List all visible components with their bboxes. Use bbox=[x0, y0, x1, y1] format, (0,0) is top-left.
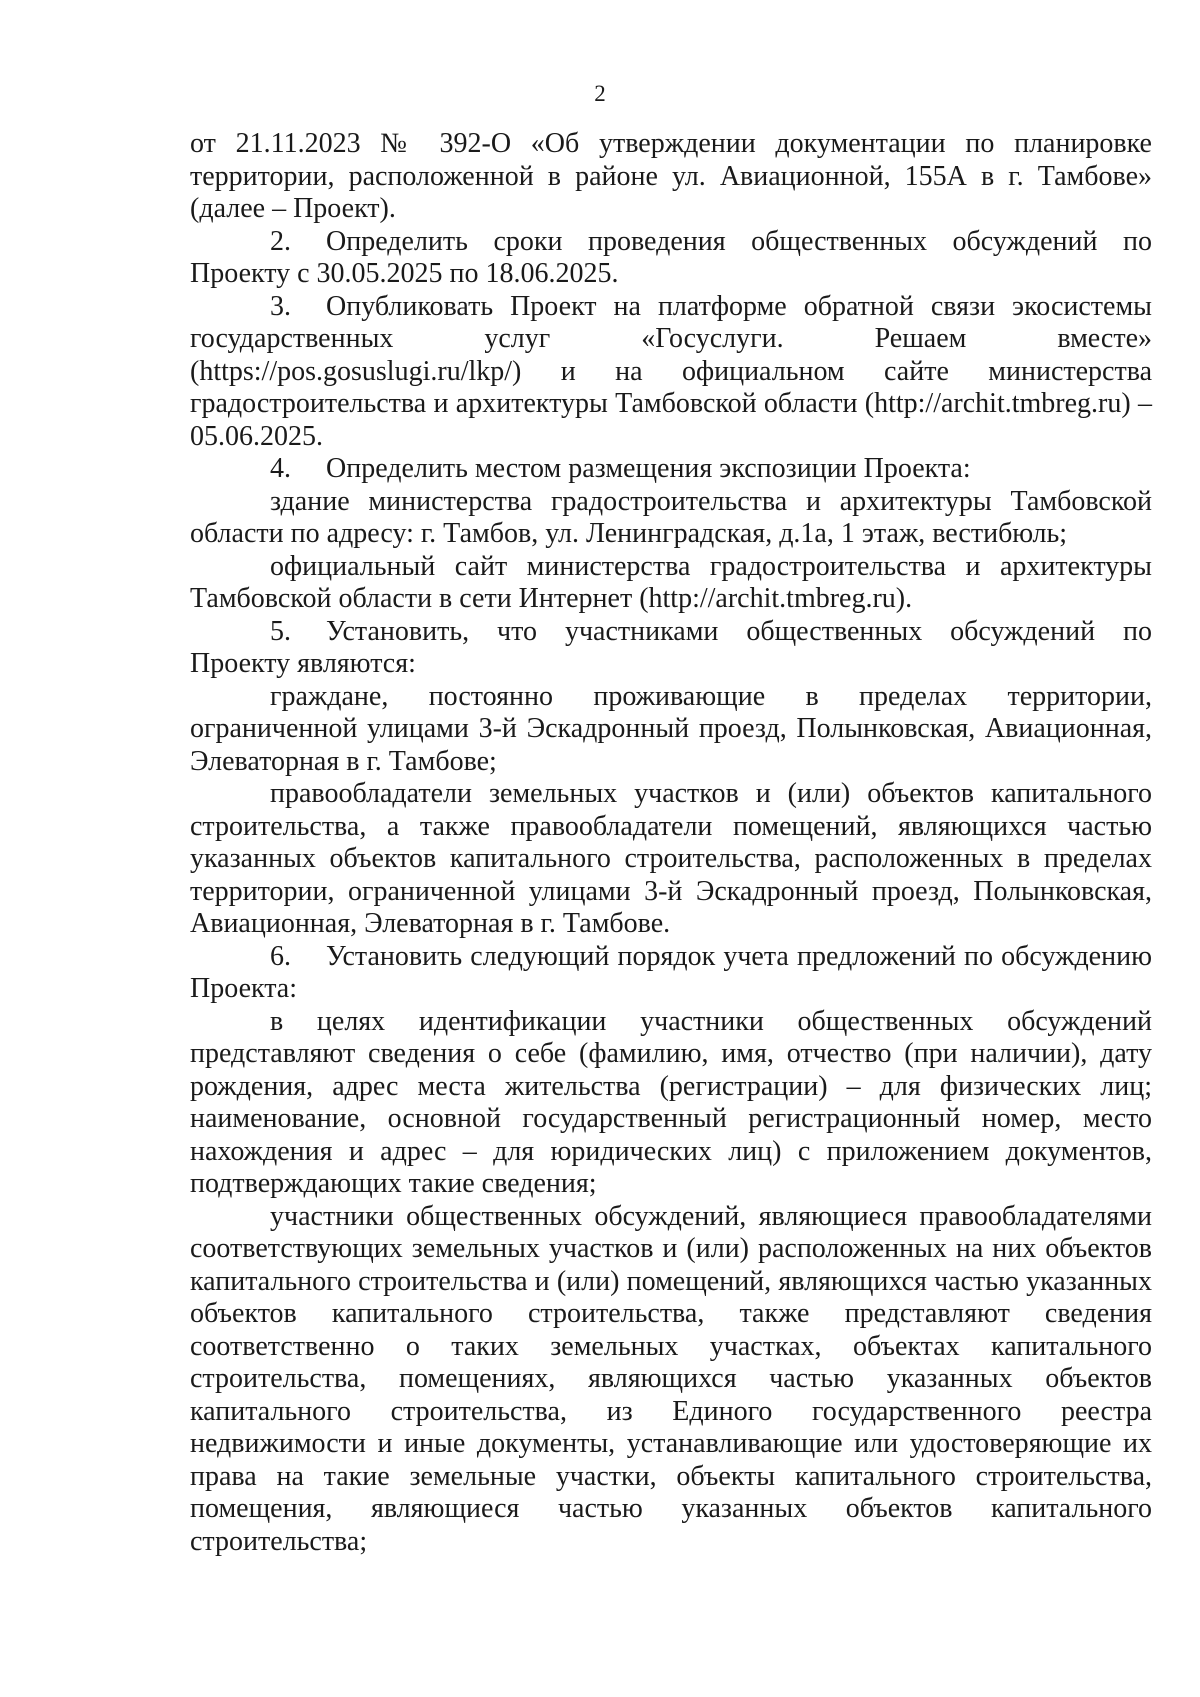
paragraph-3 bbox=[190, 291, 1152, 454]
item-number: 5. bbox=[270, 615, 291, 647]
paragraph-text: Установить, что участниками общественных обсуждений по Проекту являются: bbox=[190, 615, 1152, 679]
paragraph-12 bbox=[190, 1201, 1152, 1559]
item-number: 3. bbox=[270, 290, 291, 322]
document-body bbox=[190, 128, 1152, 1558]
paragraph-text: Определить сроки проведения общественных обсуждений по Проекту с 30.05.2025 по 18.06.2025. bbox=[190, 225, 1152, 289]
item-number: 4. bbox=[270, 453, 291, 484]
paragraph-7 bbox=[190, 616, 1152, 681]
paragraph-1 bbox=[190, 128, 1152, 226]
page-number: 2 bbox=[594, 81, 606, 106]
paragraph-text: в целях идентификации участники общественных обсуждений представляют сведения о себе (фамилию, имя, отчество (при наличии), дату рождения, адрес места жительства (регистрации) – для физических лиц; наименование, основной государственный регистрационный номер, место нахождения и адрес – для юридических лиц) с приложением документов, подтверждающих такие сведения; bbox=[190, 1005, 1152, 1199]
paragraph-2 bbox=[190, 226, 1152, 291]
paragraph-text: от 21.11.2023 № 392-О «Об утверждении документации по планировке территории, расположенной в районе ул. Авиационной, 155А в г. Тамбове» (далее – Проект). bbox=[190, 128, 1152, 224]
paragraph-text: Установить следующий порядок учета предложений по обсуждению Проекта: bbox=[190, 940, 1152, 1004]
paragraph-4 bbox=[190, 453, 1152, 486]
paragraph-5 bbox=[190, 486, 1152, 551]
paragraph-8 bbox=[190, 681, 1152, 779]
paragraph-text: официальный сайт министерства градостроительства и архитектуры Тамбовской области в сети Интернет (http://archit.tmbreg.ru). bbox=[190, 550, 1152, 614]
paragraph-text: Определить местом размещения экспозиции Проекта: bbox=[326, 453, 971, 484]
paragraph-text: здание министерства градостроительства и архитектуры Тамбовской области по адресу: г. Тамбов, ул. Ленинградская, д.1а, 1 этаж, вестибюль; bbox=[190, 485, 1152, 549]
item-number: 2. bbox=[270, 225, 291, 257]
paragraph-11 bbox=[190, 1006, 1152, 1201]
paragraph-9 bbox=[190, 778, 1152, 941]
paragraph-text: граждане, постоянно проживающие в пределах территории, ограниченной улицами 3-й Эскадронный проезд, Полынковская, Авиационная, Элеваторная в г. Тамбове; bbox=[190, 680, 1152, 777]
paragraph-text: Опубликовать Проект на платформе обратной связи экосистемы государственных услуг «Госуслуги. Решаем вместе» (https://pos.gosuslugi.ru/lkp/) и на официальном сайте министерства градостроительства и архитектуры Тамбовской области (http://archit.tmbreg.ru) – 05.06.2025. bbox=[190, 290, 1152, 452]
item-number: 6. bbox=[270, 940, 291, 972]
paragraph-text: участники общественных обсуждений, являющиеся правообладателями соответствующих земельных участков и (или) расположенных на них объектов капитального строительства и (или) помещений, являющихся частью указанных объектов капитального строительства, также представляют сведения соответственно о таких земельных участках, объектах капитального строительства, помещениях, являющихся частью указанных объектов капитального строительства, из Единого государственного реестра недвижимости и иные документы, устанавливающие или удостоверяющие их права на такие земельные участки, объекты капитального строительства, помещения, являющиеся частью указанных объектов капитального строительства; bbox=[190, 1200, 1152, 1557]
paragraph-6 bbox=[190, 551, 1152, 616]
paragraph-text: правообладатели земельных участков и (или) объектов капитального строительства, а также правообладатели помещений, являющихся частью указанных объектов капитального строительства, расположенных в пределах территории, ограниченной улицами 3-й Эскадронный проезд, Полынковская, Авиационная, Элеваторная в г. Тамбове. bbox=[190, 778, 1152, 939]
paragraph-10 bbox=[190, 941, 1152, 1006]
